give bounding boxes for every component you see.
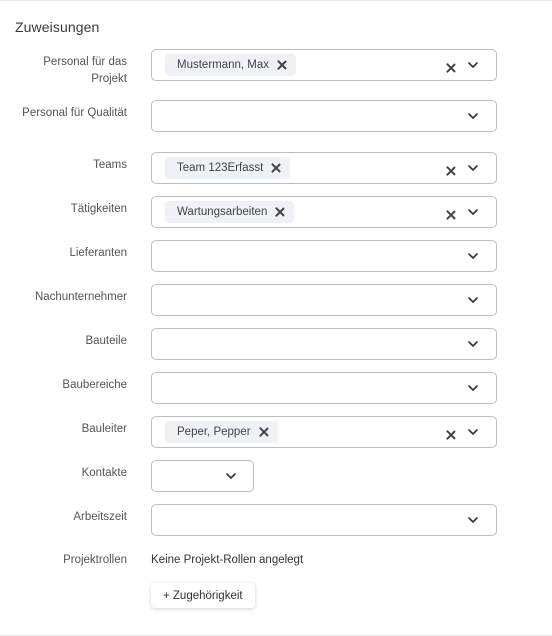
close-icon[interactable] <box>271 163 281 173</box>
field-label: Nachunternehmer <box>34 291 127 303</box>
selected-chip <box>165 157 290 179</box>
chevron-down-icon[interactable] <box>467 110 479 122</box>
close-icon[interactable] <box>446 163 456 173</box>
field-label: Kontakte <box>81 467 127 479</box>
close-icon[interactable] <box>446 207 456 217</box>
personal-projekt-select[interactable] <box>151 49 497 81</box>
add-zugehoerigkeit-button[interactable]: + Zugehörigkeit <box>151 583 255 608</box>
field-label: Arbeitszeit <box>73 511 127 523</box>
kontakte-select[interactable] <box>151 460 254 492</box>
section-title: Zuweisungen <box>15 19 100 35</box>
close-icon[interactable] <box>446 60 456 70</box>
selected-chip <box>165 54 296 76</box>
lieferanten-select[interactable] <box>151 240 497 272</box>
chevron-down-icon[interactable] <box>225 470 237 482</box>
chevron-down-icon[interactable] <box>467 338 479 350</box>
personal-qualitaet-select[interactable] <box>151 100 497 132</box>
chevron-down-icon[interactable] <box>467 59 479 71</box>
chip-label: Wartungsarbeiten <box>177 206 268 218</box>
chevron-down-icon[interactable] <box>467 206 479 218</box>
chip-label: Team 123Erfasst <box>177 162 264 174</box>
teams-select[interactable] <box>151 152 497 184</box>
selected-chip <box>165 201 294 223</box>
chevron-down-icon[interactable] <box>467 250 479 262</box>
field-label: Projektrollen <box>63 554 127 566</box>
selected-chip <box>165 421 278 443</box>
field-label: Tätigkeiten <box>70 203 127 215</box>
close-icon[interactable] <box>277 60 287 70</box>
arbeitszeit-select[interactable] <box>151 504 497 536</box>
chip-label: Peper, Pepper <box>177 426 251 438</box>
projektrollen-value: Keine Projekt-Rollen angelegt <box>151 554 304 566</box>
chevron-down-icon[interactable] <box>467 382 479 394</box>
taetigkeiten-select[interactable] <box>151 196 497 228</box>
close-icon[interactable] <box>275 207 285 217</box>
chevron-down-icon[interactable] <box>467 426 479 438</box>
nachunternehmer-select[interactable] <box>151 284 497 316</box>
chevron-down-icon[interactable] <box>467 514 479 526</box>
field-label: Personal für das Projekt <box>43 56 127 85</box>
field-label: Bauleiter <box>81 423 127 435</box>
bauleiter-select[interactable] <box>151 416 497 448</box>
chevron-down-icon[interactable] <box>467 294 479 306</box>
chip-label: Mustermann, Max <box>177 59 270 71</box>
field-label: Personal für Qualität <box>22 107 127 119</box>
field-label: Lieferanten <box>69 247 127 259</box>
baubereiche-select[interactable] <box>151 372 497 404</box>
close-icon[interactable] <box>259 427 269 437</box>
field-label: Baubereiche <box>62 379 127 391</box>
bauteile-select[interactable] <box>151 328 497 360</box>
field-label: Teams <box>93 159 127 171</box>
chevron-down-icon[interactable] <box>467 162 479 174</box>
field-label: Bauteile <box>85 335 127 347</box>
close-icon[interactable] <box>446 427 456 437</box>
